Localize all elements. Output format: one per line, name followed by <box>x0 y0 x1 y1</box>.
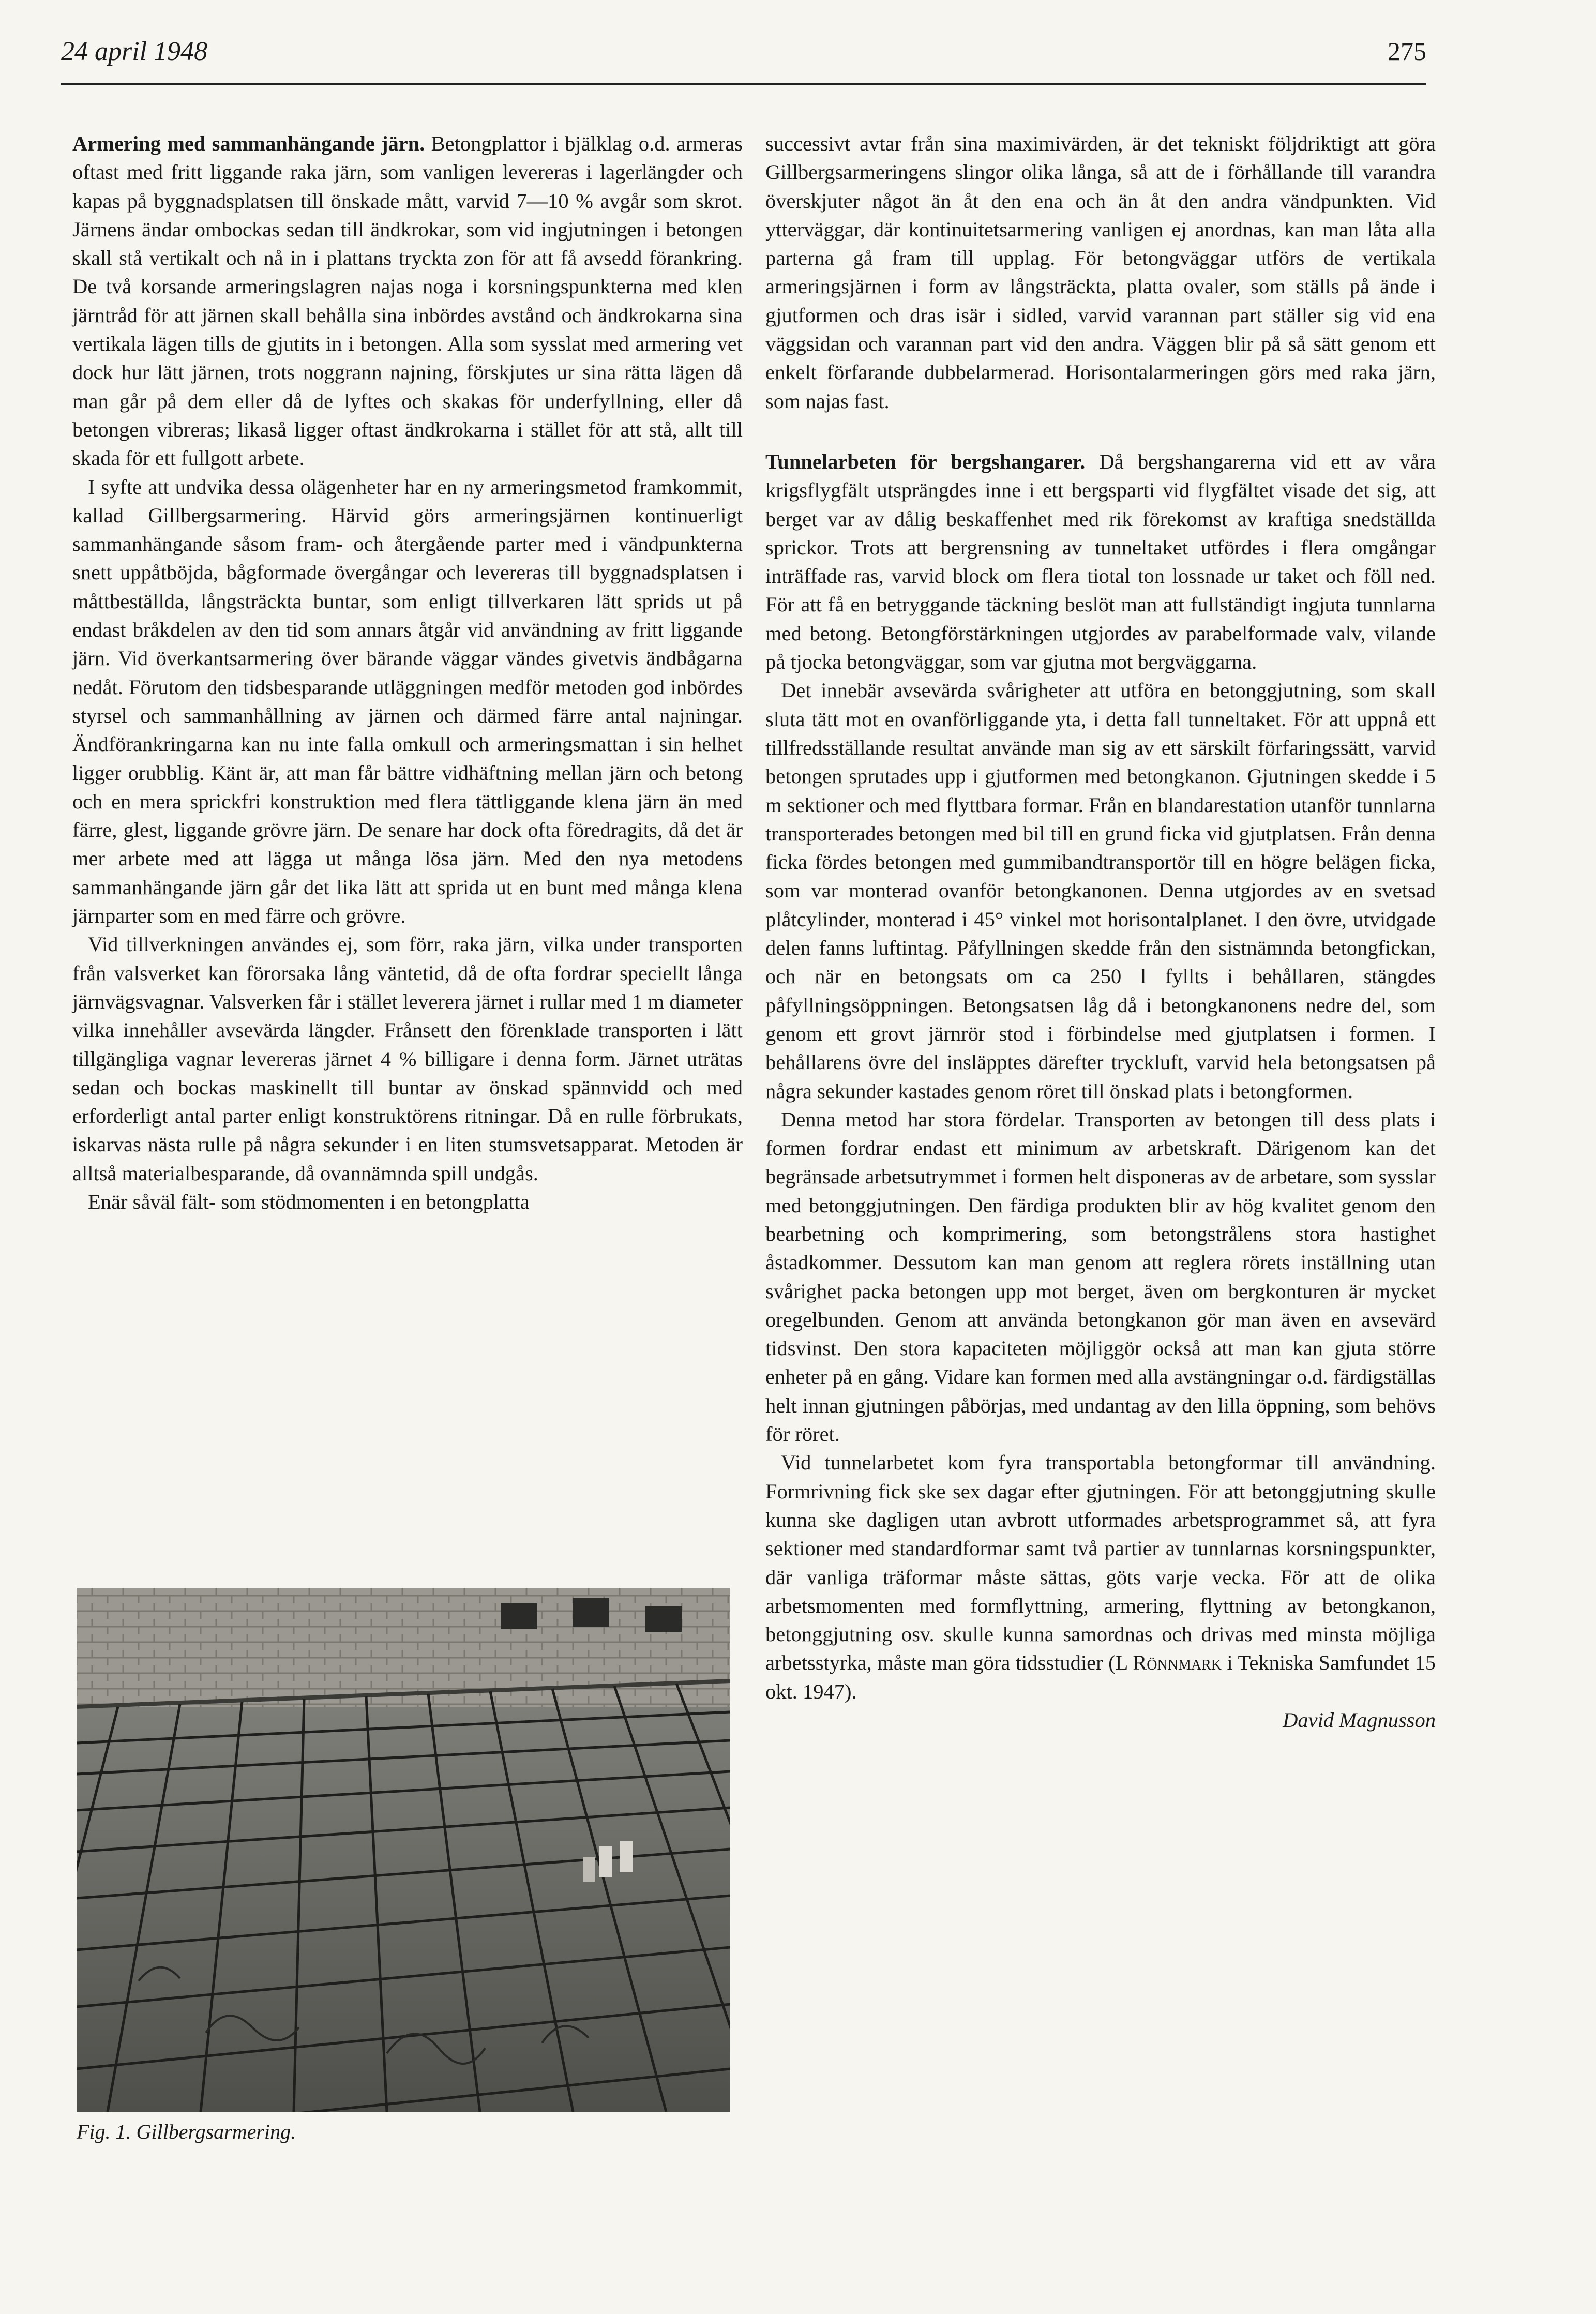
paragraph-6: Tunnelarbeten för bergshangarer. Då bergshangarerna vid ett av våra krigsflygfält utsprängdes inne i ett bergsparti vid flygfältet visade det sig, att berget var av dålig beskaffenhet med rik förekomst av kraftiga snedställda sprickor. Trots att bergrensning av tunneltaket utfördes i flera omgångar inträffade ras, varvid block om flera tiotal ton lossnade ur taket och föll ned. För att få en betryggande täckning beslöt man att fullständigt ingjuta tunnlarna med betong. Betongförstärkningen utgjordes av parabelformade valv, vilande på tjocka betongväggar, som var gjutna mot bergväggarna. <box>765 449 1436 674</box>
author-signature: David Magnusson <box>1283 1708 1436 1732</box>
paragraph-3: Vid tillverkningen användes ej, som förr, raka järn, vilka under transporten från valsverket kan förorsaka lång väntetid, då de ofta fordrar speciellt långa järnvägsvagnar. Valsverken får i stället leverera järnet i rullar med 1 m diameter vilka innehåller avsevärda längder. Frånsett den förenklade transporten i lätt tillgängliga vagnar levereras järnet 4 % billigare i denna form. Järnet uträtas sedan och bockas maskinellt till buntar av önskad spännvidd och med erforderligt antal parter enligt konstruktörens ritningar. Då en rulle förbrukats, iskarvas nästa rulle på några sekunder i en liten stumsvetsapparat. Metoden är alltså materialbesparande, då ovannämnda spill undgås. <box>72 933 743 1185</box>
page-header <box>61 32 1426 68</box>
header-rule <box>61 83 1426 85</box>
issue-date: 24 april 1948 <box>61 37 208 66</box>
figure-caption: Fig. 1. Gillbergsarmering. <box>77 2120 296 2143</box>
left-column <box>72 129 743 1216</box>
paragraph-7: Det innebär avsevärda svårigheter att utföra en betonggjutning, som skall sluta tätt mot en ovanförliggande yta, i detta fall tunneltaket. För att uppnå ett tillfredsställande resultat använde man sig av ett särskilt förfaringssätt, varvid betongen sprutades upp i gjutformen med betongkanon. Gjutningen skedde i 5 m sektioner och med flyttbara formar. Från en blandarestation utanför tunnlarna transporterades betongen med bil till en grund ficka vid gjutplatsen. Från denna ficka fördes betongen med gummibandtransportör till en högre belägen ficka, som var monterad ovanför betongkanonen. Denna utgjordes av en svetsad plåtcylinder, monterad i 45° vinkel mot horisontalplanet. I den övre, utvidgade delen fanns luftintag. Påfyllningen skedde från den sistnämnda betongfickan, och när en betongsats om ca 250 l fyllts i behållaren, stängdes påfyllningsöppningen. Betongsatsen låg då i betongkanonens nedre del, som genom ett grovt järnrör stod i förbindelse med gjutplatsen i formen. I behållarens övre del insläpptes därefter tryckluft, varvid hela betongsatsen på några sekunder kastades genom röret till önskad plats i betongformen. <box>765 679 1436 1103</box>
paragraph-8: Denna metod har stora fördelar. Transporten av betongen till dess plats i formen fordrar endast ett minimum av arbetskraft. Därigenom kan det begränsade arbetsutrymmet i formen helt disponeras av de arbetare, som sysslar med betonggjutningen. Den färdiga produkten blir av hög kvalitet genom den bearbetning och komprimering, som betongstrålens stora hastighet åstadkommer. Dessutom kan man genom att reglera rörets inställning utan svårighet packa betongen upp mot berget, även om bergkonturen är mycket oregelbunden. Genom att använda betongkanon gör man även en avsevärd tidsvinst. Den stora kapaciteten möjliggör också att man kan gjuta större enheter på en gång. Vidare kan formen med alla avstängningar o.d. färdigställas helt innan gjutningen påbörjas, med undantag av den lilla öppning, som behövs för röret. <box>765 1107 1436 1446</box>
reinforcement-photo <box>77 1588 730 2112</box>
author-name-ronnmark: Rönnmark <box>1133 1651 1222 1675</box>
section-heading-armering: Armering med sammanhängande järn. <box>72 132 425 155</box>
paragraph-5: successivt avtar från sina maximivärden, är det tekniskt följdriktigt att göra Gillbergsarmeringens slingor olika långa, så att de i förhållande till varandra överskjuter något än åt den ena och än åt den andra vändpunkten. Vid ytterväggar, där kontinuitetsarmering vanligen ej anordnas, kan man låta alla parterna gå fram till upplag. För betongväggar utförs de vertikala armeringsjärnen i form av långsträckta, platta ovaler, som ställs på ände i gjutformen och dras isär i sidled, varvid varannan part ställer sig vid ena väggsidan och varannan part vid den andra. Väggen blir på så sätt genom ett enkelt förfarande dubbelarmerad. Horisontalarmeringen görs med raka järn, som najas fast. <box>765 132 1436 413</box>
paragraph-1: Armering med sammanhängande järn. Betongplattor i bjälklag o.d. armeras oftast med fritt liggande raka järn, som vanligen levereras i lagerlängder och kapas på byggnadsplatsen till önskade mått, varvid 7—10 % avgår som skrot. Järnens ändar ombockas sedan till ändkrokar, som vid ingjutningen i betongen skall stå vertikalt och nå in i plattans tryckta zon för att få avsedd förankring. De två korsande armeringslagren najas noga i korsningspunkterna med klen järntråd för att järnen skall behålla sina inbördes avstånd och ändkrokarna sina vertikala lägen tills de gjutits in i betongen. Alla som sysslat med armering vet dock hur lätt järnen, trots noggrann najning, förskjutes ur sina rätta lägen då man går på dem eller då de lyftes och skakas för underfyllning, eller då betongen vibreras; likaså ligger oftast ändkrokarna i stället för att stå, allt till skada för ett fullgott arbete. <box>72 132 743 470</box>
section-heading-tunnelarbeten: Tunnelarbeten för bergshangarer. <box>765 449 1086 473</box>
right-column <box>765 129 1436 1734</box>
paragraph-4: Enär såväl fält- som stödmomenten i en betongplatta <box>88 1190 530 1213</box>
figure-photo-reinforcement <box>77 1588 730 2112</box>
page-number: 275 <box>1388 37 1426 66</box>
paragraph-2: I syfte att undvika dessa olägenheter har en ny armeringsmetod framkommit, kallad Gillbergsarmering. Härvid görs armeringsjärnen kontinuerligt sammanhängande såsom fram- och återgående parter med i vändpunkterna snett uppåtböjda, bågformade övergångar och levereras till byggnadsplatsen i måttbeställda, långsträckta buntar, som enligt tillverkaren lätt sprids ut på endast bråkdelen av den tid som annars åtgår vid användning av fritt liggande järn. Vid överkantsarmering över bärande väggar vändes givetvis ändbågarna nedåt. Förutom den tidsbesparande utläggningen medför metoden god inbördes styrsel och sammanhållning av järnen och därmed färre antal najningar. Ändförankringarna kan nu inte falla omkull och armeringsmattan i sin helhet ligger orubblig. Känt är, att man får bättre vidhäftning mellan järn och betong och en mera sprickfri konstruktion med flera tättliggande klena järn än med färre, glest, liggande grövre järn. De senare har dock ofta föredragits, då det är mer arbete med att lägga ut många lösa järn. Med den nya metodens sammanhängande järn går det lika lätt att sprida ut en bunt med många klena järnparter som en med färre och grövre. <box>72 475 743 928</box>
paragraph-9: Vid tunnelarbetet kom fyra transportabla betongformar till användning. Formrivning fick ske sex dagar efter gjutningen. För att betonggjutning skulle kunna ske dagligen utan avbrott utformades arbetsprogrammet så, att fyra sektioner med standardformar samt två partier av tunnlarnas korsningspunkter, där vanliga träformar måste sättas, göts varje vecka. För att de olika arbetsmomenten med formflyttning, armering, flyttning av betongkanon, betonggjutning osv. skulle kunna samordnas och drivas med minsta möjliga arbetsstyrka, måste man göra tidsstudier (L Rönnmark i Tekniska Samfundet 15 okt. 1947). <box>765 1451 1436 1703</box>
